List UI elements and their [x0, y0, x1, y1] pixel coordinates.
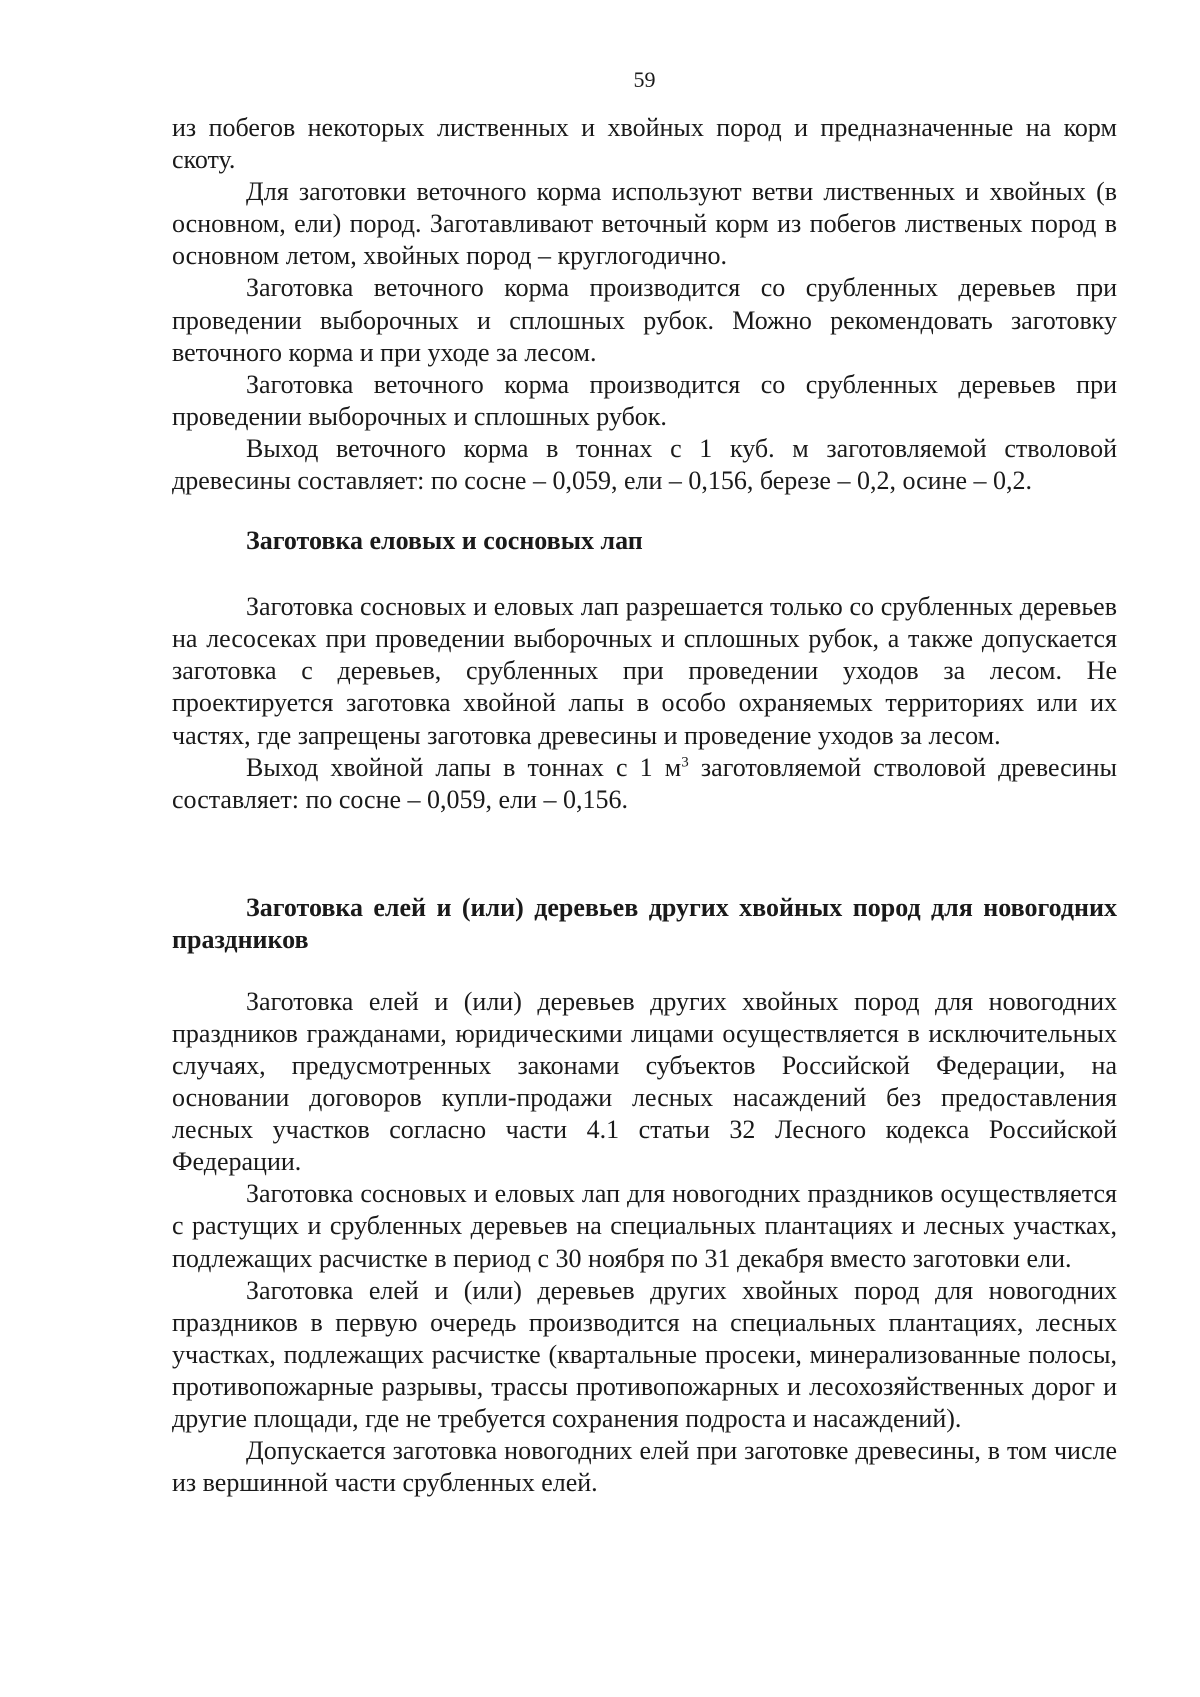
paragraph: Заготовка сосновых и еловых лап для новогодних праздников осуществляется с растущих и срубленных деревьев на специальных плантациях и лесных участках, подлежащих расчистке в период с 30 ноября по 31 декабря вместо заготовки ели.: [172, 1179, 1117, 1273]
paragraph-continued: из побегов некоторых лиственных и хвойных пород и предназначенные на корм скоту.: [172, 113, 1117, 175]
paragraph: Для заготовки веточного корма используют ветви лиственных и хвойных (в основном, ели) пород. Заготавливают веточный корм из побегов лиственых пород в основном летом, хвойных пород – круглогодично.: [172, 177, 1117, 271]
paragraph: Выход веточного корма в тоннах с 1 куб. м заготовляемой стволовой древесины составляет: по сосне – 0,059, ели – 0,156, березе – 0,2, осине – 0,2.: [172, 433, 1117, 496]
paragraph: Заготовка веточного корма производится со срубленных деревьев при проведении выборочных и сплошных рубок. Можно рекомендовать заготовку веточного корма и при уходе за лесом.: [172, 273, 1117, 367]
paragraph-with-superscript: [172, 752, 1117, 816]
section-heading: Заготовка елей и (или) деревьев других хвойных пород для новогодних праздников: [172, 892, 1117, 954]
paragraph: Заготовка елей и (или) деревьев других хвойных пород для новогодних праздников гражданами, юридическими лицами осуществляется в исключительных случаях, предусмотренных законами субъектов Российской Федерации, на основании договоров купли-продажи лесных насаждений без предоставления лесных участков согласно части 4.1 статьи 32 Лесного кодекса Российской Федерации.: [172, 986, 1117, 1177]
superscript: 3: [681, 753, 689, 770]
paragraph: Заготовка елей и (или) деревьев других хвойных пород для новогодних праздников в первую очередь производится на специальных плантациях, лесных участках, подлежащих расчистке (квартальные просеки, минерализованные полосы, противопожарные разрывы, трассы противопожарных и лесохозяйственных дорог и другие площади, где не требуется сохранения подроста и насаждений).: [172, 1275, 1117, 1433]
paragraph: Допускается заготовка новогодних елей при заготовке древесины, в том числе из вершинной части срубленных елей.: [172, 1436, 1117, 1498]
page-number: 59: [633, 67, 656, 92]
document-page: [172, 60, 1117, 1499]
paragraph: Заготовка веточного корма производится со срубленных деревьев при проведении выборочных и сплошных рубок.: [172, 369, 1117, 431]
text-run: Выход хвойной лапы в тоннах с 1 м: [246, 752, 682, 782]
paragraph: Заготовка сосновых и еловых лап разрешается только со срубленных деревьев на лесосеках при проведении выборочных и сплошных рубок, а также допускается заготовка с деревьев, срубленных при проведении уходов за лесом. Не проектируется заготовка хвойной лапы в особо охраняемых территориях или их частях, где запрещены заготовка древесины и проведение уходов за лесом.: [172, 592, 1117, 750]
section-heading: Заготовка еловых и сосновых лап: [246, 526, 643, 556]
text-run: заготовляемой стволовой древесины составляет: по сосне – 0,059, ели – 0,156.: [172, 752, 1117, 814]
